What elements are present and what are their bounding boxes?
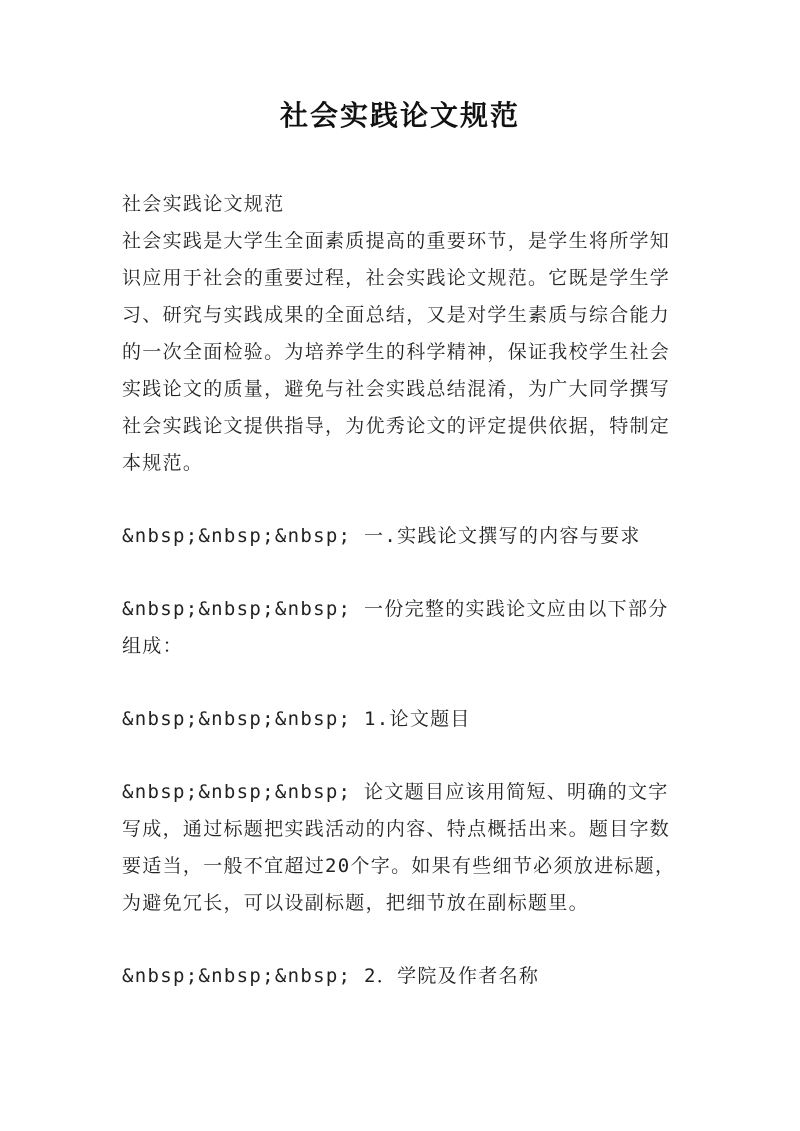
paragraph-heading: 社会实践论文规范	[122, 193, 285, 215]
paragraph-section-1: &nbsp;&nbsp;&nbsp; 一.实践论文撰写的内容与要求	[122, 525, 641, 547]
paragraph-gap	[122, 555, 682, 591]
paragraph-title-rules: &nbsp;&nbsp;&nbsp; 论文题目应该用简短、明确的文字写成，通过标题把实践活动的内容、特点概括出来。题目字数要适当，一般不宜超过20个字。如果有些细节必须放进标题，为避免冗长，可以设副标题，把细节放在副标题里。	[122, 781, 676, 914]
paragraph-gap	[122, 922, 682, 958]
paragraph-item-1: &nbsp;&nbsp;&nbsp; 1.论文题目	[122, 708, 471, 730]
paragraph-gap	[122, 665, 682, 701]
paragraph-intro: 社会实践是大学生全面素质提高的重要环节，是学生将所学知识应用于社会的重要过程，社会实践论文规范。它既是学生学习、研究与实践成果的全面总结，又是对学生素质与综合能力的一次全面检验。为培养学生的科学精神，保证我校学生社会实践论文的质量，避免与社会实践总结混淆，为广大同学撰写社会实践论文提供指导，为优秀论文的评定提供依据，特制定本规范。	[122, 230, 671, 474]
paragraph-composition: &nbsp;&nbsp;&nbsp; 一份完整的实践论文应由以下部分组成：	[122, 598, 669, 657]
paragraph-gap	[122, 482, 682, 518]
document-title: 社会实践论文规范	[279, 99, 520, 132]
document-body	[122, 186, 682, 995]
paragraph-gap	[122, 738, 682, 774]
paragraph-item-2: &nbsp;&nbsp;&nbsp; 2．学院及作者名称	[122, 965, 540, 987]
